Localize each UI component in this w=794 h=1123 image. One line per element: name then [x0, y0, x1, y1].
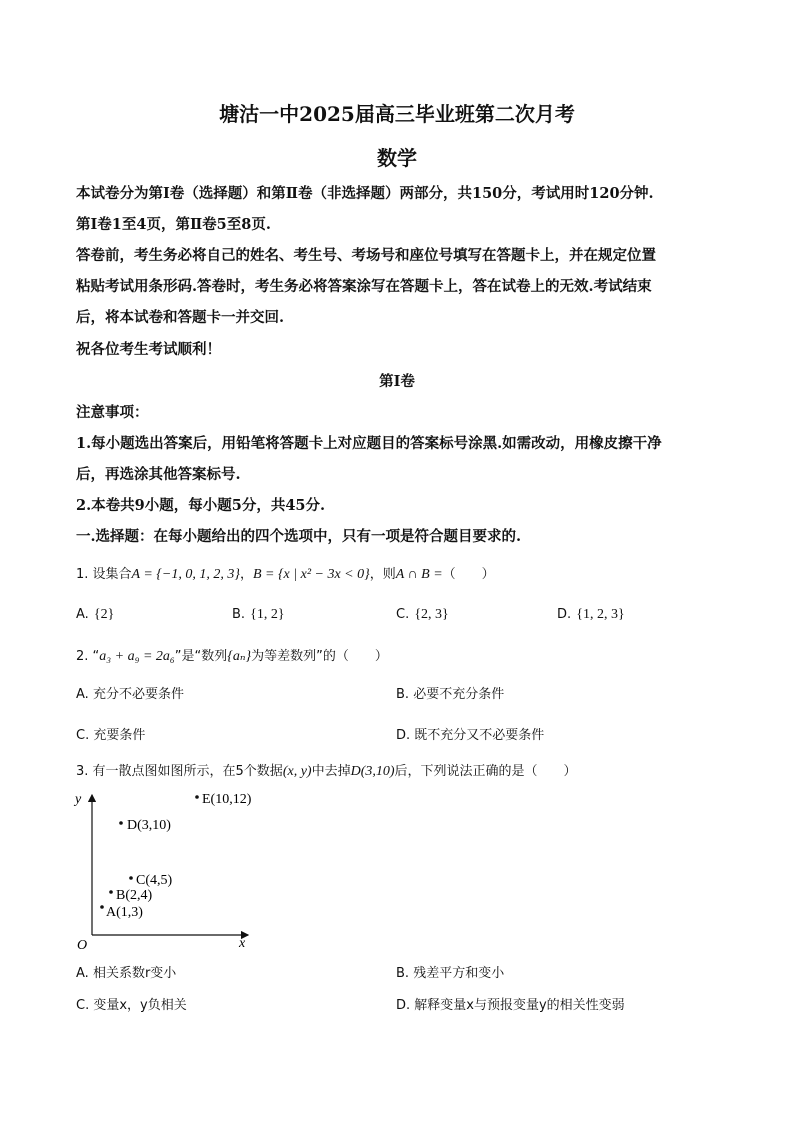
question-2 — [76, 645, 388, 665]
q3-suffix: 后，下列说法正确的是（ ） — [394, 764, 577, 779]
note-1-line-1: 1.每小题选出答案后，用铅笔将答题卡上对应题目的答案标号涂黑.如需改动，用橡皮擦干净 — [76, 435, 662, 452]
option-letter: C. — [396, 607, 410, 622]
intro-line-5: 后，将本试卷和答题卡一并交回. — [76, 309, 285, 326]
intro-line-6: 祝各位考生考试顺利！ — [76, 341, 221, 358]
option-text: {2, 3} — [414, 607, 449, 622]
q3-option-b[interactable] — [396, 962, 504, 981]
q2-mid: ”是“数列 — [174, 649, 228, 664]
q1-paren: （ ） — [442, 567, 495, 582]
option-text: {1, 2, 3} — [576, 607, 625, 622]
q2-suffix: 为等差数列”的（ ） — [251, 649, 388, 664]
point-a-label: A(1,3) — [106, 905, 143, 920]
q2-option-b[interactable] — [396, 683, 504, 702]
point-e-label: E(10,12) — [202, 792, 252, 807]
scatter-plot — [70, 785, 270, 955]
x-axis-label: x — [239, 936, 246, 951]
point-a-dot — [100, 905, 104, 909]
option-letter: D. — [396, 728, 411, 743]
q1-option-a[interactable] — [76, 603, 114, 623]
point-d-label: D(3,10) — [127, 818, 171, 833]
q1-option-b[interactable] — [232, 603, 285, 623]
y-axis-label: y — [75, 792, 82, 807]
q1-expr: A ∩ B = — [395, 567, 443, 582]
q2-option-a[interactable] — [76, 683, 184, 702]
option-text: 充要条件 — [93, 728, 146, 743]
option-text: 相关系数r变小 — [92, 966, 177, 981]
option-text: 解释变量x与预报变量y的相关性变弱 — [414, 998, 625, 1013]
option-letter: B. — [232, 607, 246, 622]
intro-line-3: 答卷前，考生务必将自己的姓名、考生号、考场号和座位号填写在答题卡上，并在规定位置 — [76, 247, 656, 264]
option-letter: B. — [396, 687, 410, 702]
option-letter: C. — [76, 728, 90, 743]
section-heading: 第Ⅰ卷 — [379, 373, 415, 390]
point-e-dot — [195, 795, 199, 799]
q3-prefix: 3. 有一散点图如图所示，在5个数据 — [76, 764, 283, 779]
point-b-dot — [109, 890, 113, 894]
point-b-label: B(2,4) — [116, 888, 153, 903]
note-2: 2.本卷共9小题，每小题5分，共45分. — [76, 497, 326, 514]
q2-prefix: 2. “ — [76, 649, 100, 664]
exam-title: 塘沽一中2025届高三毕业班第二次月考 — [219, 102, 575, 126]
option-text: {1, 2} — [250, 607, 285, 622]
option-text: 充分不必要条件 — [92, 687, 184, 702]
option-letter: C. — [76, 998, 90, 1013]
option-text: 既不充分又不必要条件 — [414, 728, 545, 743]
intro-line-2: 第Ⅰ卷1至4页，第Ⅱ卷5至8页. — [76, 216, 271, 233]
intro-line-1: 本试卷分为第Ⅰ卷（选择题）和第Ⅱ卷（非选择题）两部分，共150分，考试用时120分钟. — [76, 185, 654, 202]
point-c-dot — [129, 876, 133, 880]
option-text: {2} — [93, 607, 115, 622]
option-text: 残差平方和变小 — [413, 966, 505, 981]
q3-mid: 中去掉 — [311, 764, 351, 779]
option-letter: D. — [557, 607, 572, 622]
option-letter: B. — [396, 966, 410, 981]
q2-sequence: {aₙ} — [227, 649, 252, 664]
q2-option-d[interactable] — [396, 724, 544, 743]
q1-ask: ，则 — [369, 567, 396, 582]
q3-pair: (x, y) — [282, 764, 312, 779]
note-1-line-2: 后，再选涂其他答案标号. — [76, 466, 241, 483]
option-letter: A. — [76, 687, 89, 702]
notes-title: 注意事项： — [76, 404, 149, 421]
q1-set-b: B = {x | x² − 3x < 0} — [252, 567, 370, 582]
q1-sep: ， — [239, 567, 253, 582]
q3-option-a[interactable] — [76, 962, 176, 981]
q1-option-c[interactable] — [396, 603, 449, 623]
question-3 — [76, 760, 577, 780]
q2-condition: a₃ + a₉ = 2a₆ — [99, 649, 175, 664]
q1-option-d[interactable] — [557, 603, 625, 623]
option-letter: A. — [76, 966, 89, 981]
origin-label: O — [77, 938, 88, 953]
q3-option-c[interactable] — [76, 994, 187, 1013]
option-letter: A. — [76, 607, 89, 622]
option-text: 变量x，y负相关 — [93, 998, 187, 1013]
point-d-dot — [119, 821, 123, 825]
q2-option-c[interactable] — [76, 724, 145, 743]
intro-line-4: 粘贴考试用条形码.答卷时，考生务必将答案涂写在答题卡上，答在试卷上的无效.考试结束 — [76, 278, 652, 295]
q3-option-d[interactable] — [396, 994, 625, 1013]
question-1 — [76, 563, 495, 583]
subject-title: 数学 — [377, 146, 417, 170]
option-letter: D. — [396, 998, 411, 1013]
q1-set-a: A = {−1, 0, 1, 2, 3} — [131, 567, 240, 582]
part-title: 一.选择题：在每小题给出的四个选项中，只有一项是符合题目要求的. — [76, 528, 522, 545]
q3-point: D(3,10) — [350, 764, 395, 779]
point-c-label: C(4,5) — [136, 873, 173, 888]
q1-prefix: 1. 设集合 — [76, 567, 132, 582]
option-text: 必要不充分条件 — [413, 687, 505, 702]
